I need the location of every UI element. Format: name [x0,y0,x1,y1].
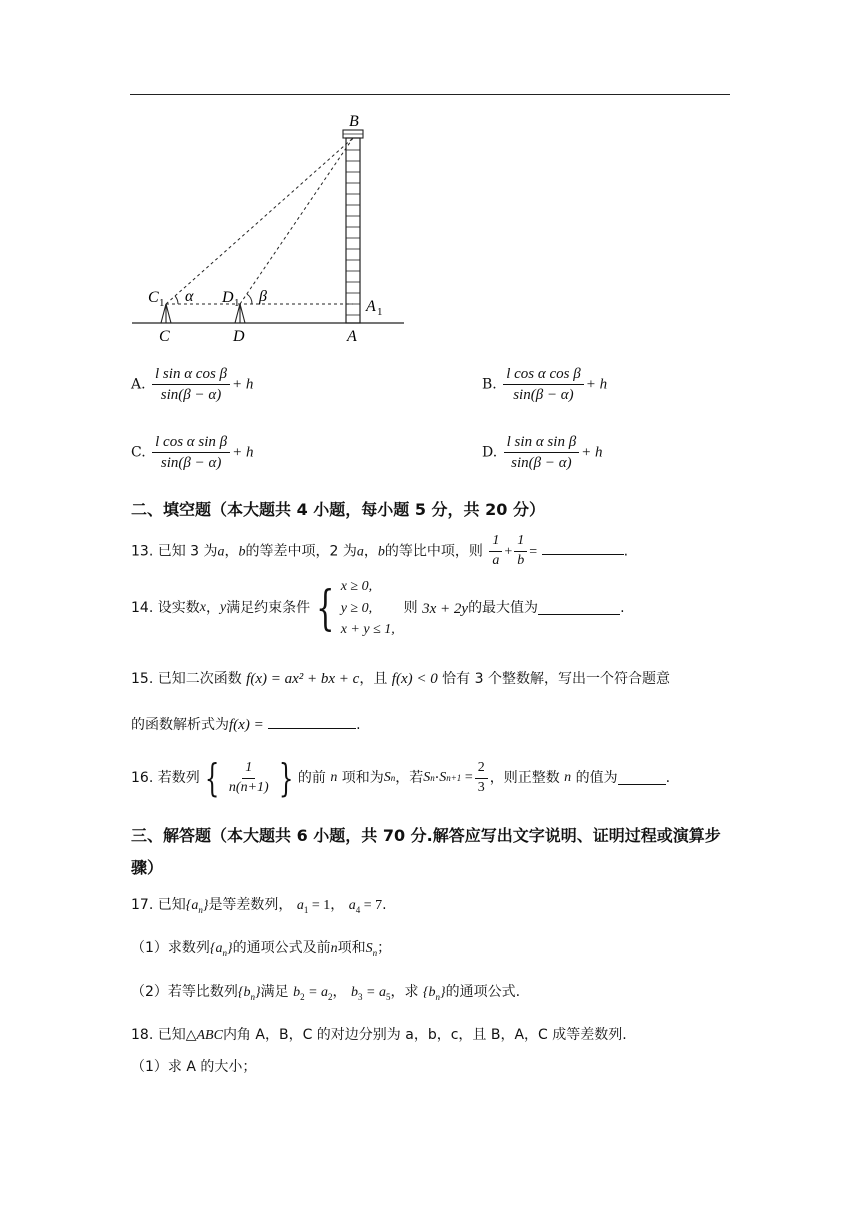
label-D1-sub: 1 [234,297,240,309]
answer-blank-15[interactable] [268,716,356,729]
tower [346,138,360,323]
question-17-part-1: （1）求数列$\{a_n\}$的通项公式及前n项和$S_n$； [131,940,392,958]
angle-beta-arc [247,294,252,304]
sight-line-c1 [166,138,353,304]
tower-rungs [346,150,360,315]
constraint-system: { x ≥ 0, y ≥ 0, x + y ≤ 1, [310,576,395,641]
label-A1: A [366,298,376,315]
question-17-part-2: （2）若等比数列$\{b_n\}$满足 $b_2 = a_2$， $b_3 = a_5$，求 $\{b_n\}$的通项公式. [131,984,521,1002]
answer-blank-16[interactable] [618,772,666,785]
label-C: C [159,328,170,345]
surveying-figure [128,108,408,348]
option-a[interactable]: A. $\frac{\text{l sin α cos β}}{\sin(\beta - \alpha)}$ + h [131,366,254,403]
question-13: 13. 已知 3 为a，b的等差中项，2 为a，b的等比中项，则 $\frac{1}{a}$ + $\frac{1}{b}$ = . [131,533,629,568]
question-14: 14. 设实数 x ， y 满足约束条件 { x ≥ 0, y ≥ 0, x + y ≤ 1, 则 3x + 2y 的最大值为 . [131,576,625,641]
option-b-numerator: l cos α cos β [503,365,584,385]
question-18-part-1: （1）求 A 的大小； [131,1059,257,1075]
angle-alpha-arc [175,296,178,304]
option-a-denominator: sin(β − α) [160,387,222,403]
label-beta: β [259,288,267,305]
constraint-2: y ≥ 0, [340,600,373,616]
question-15-line-1: 15. 已知二次函数 f(x) = ax² + bx + c，且 f(x) < 0 恰有 3 个整数解，写出一个符合题意 [131,671,670,687]
label-D: D [233,328,245,345]
label-D1: D [222,289,234,306]
option-b[interactable]: B. $\frac{\text{l cos α cos β}}{\sin(\beta - \alpha)}$ + h [482,366,608,403]
sight-line-d1 [240,138,353,304]
question-15-line-2: 的函数解析式为f(x) = . [131,717,361,733]
constraint-1: x ≥ 0, [340,579,373,594]
label-alpha: α [185,288,194,305]
label-B: B [349,113,359,130]
option-b-denominator: sin(β − α) [513,387,574,403]
question-16: 16. 若数列 { $\frac{1}{n(n+1)}$ } 的前 n 项和为 S n ，若 S n · S n+1 = $\frac{2}{3}$ ，则正整数 n 的值为 . [131,756,671,801]
section-3-title-line-2: 骤） [131,858,164,877]
question-17: 17. 已知$\{a_n\}$是等差数列， $a_1 = 1$， $a_4 = 7$. [131,897,387,915]
constraint-3: x + y ≤ 1, [340,622,395,638]
option-c[interactable]: C. $\frac{\text{l cos α sin β}}{\sin(\beta - \alpha)}$ + h [131,434,254,471]
section-2-title: 二、填空题（本大题共 4 小题，每小题 5 分，共 20 分） [131,500,545,519]
label-A1-sub: 1 [377,306,383,318]
label-C1-sub: 1 [159,297,165,309]
option-d[interactable]: D. $\frac{\text{l sin α sin β}}{\sin(\beta - \alpha)}$ + h [482,434,603,471]
option-c-denominator: sin(β − α) [160,455,222,471]
option-d-numerator: l sin α sin β [504,433,580,453]
section-3-title-line-1: 三、解答题（本大题共 6 小题，共 70 分.解答应写出文字说明、证明过程或演算步 [131,826,721,845]
option-c-numerator: l cos α sin β [152,433,230,453]
answer-blank-13[interactable] [542,542,624,555]
question-18: 18. 已知△ABC内角 A，B，C 的对边分别为 a，b，c，且 B，A，C 成等差数列. [131,1027,627,1043]
label-C1: C [148,289,159,306]
header-rule [130,94,730,95]
option-d-denominator: sin(β − α) [511,455,572,471]
option-a-numerator: l sin α cos β [152,365,230,385]
answer-blank-14[interactable] [538,602,620,615]
label-A: A [347,328,357,345]
